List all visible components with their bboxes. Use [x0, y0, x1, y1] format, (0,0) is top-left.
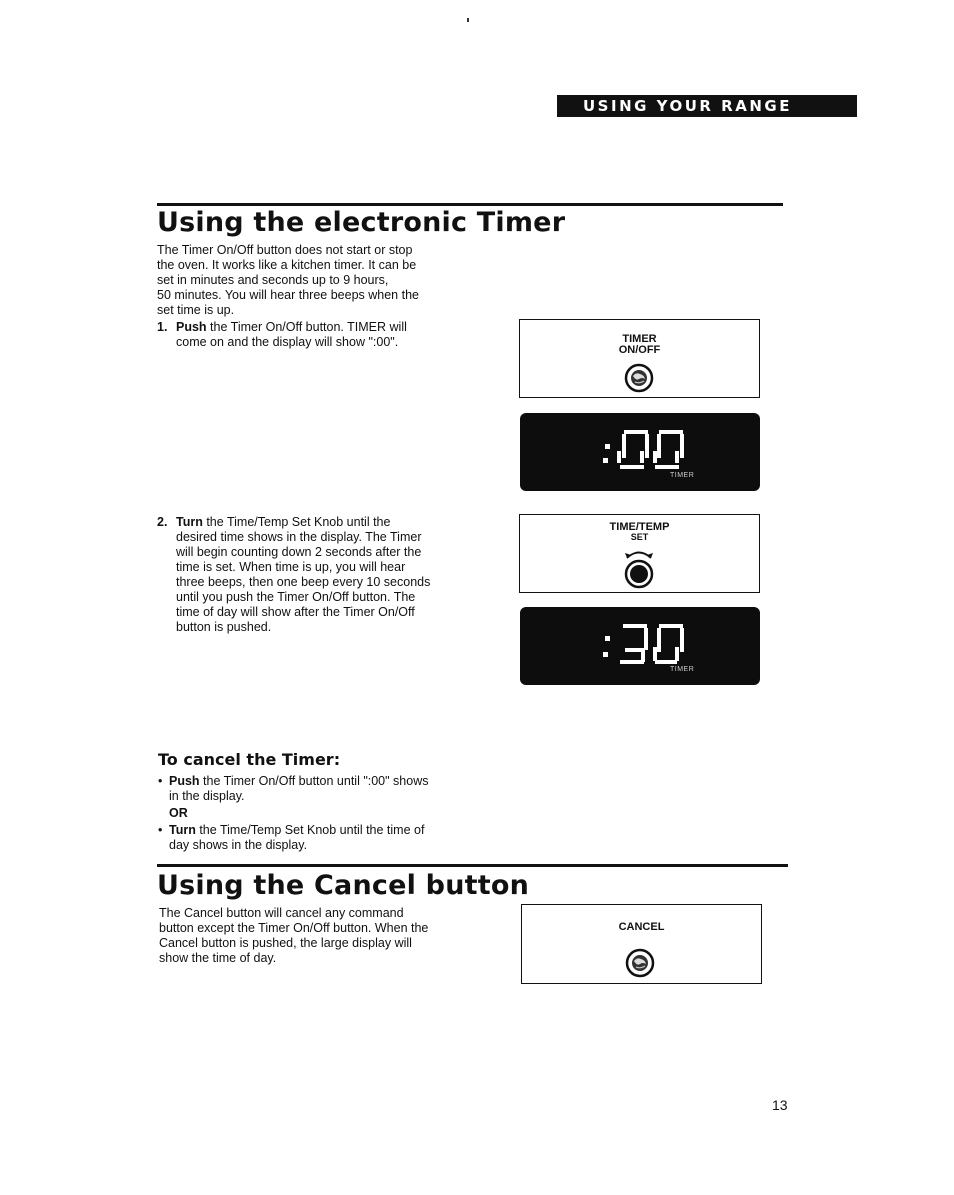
panel-label: SET	[630, 532, 649, 542]
panel-label: TIME/TEMP	[609, 521, 670, 533]
timer-indicator: TIMER	[670, 666, 695, 673]
section-title: Using the Cancel button	[157, 870, 530, 901]
or-label: OR	[169, 806, 188, 820]
bullet-text: the Time/Temp Set Knob until the time of	[199, 823, 425, 837]
step-2	[157, 515, 430, 635]
cancel-timer-list	[158, 774, 428, 853]
step-verb: Turn	[176, 515, 203, 529]
step-line: three beeps, then one beep every 10 seconds	[176, 575, 431, 589]
timer-intro	[157, 243, 419, 318]
step-line: will begin counting down 2 seconds after the	[176, 545, 422, 559]
display-timer-00	[520, 413, 760, 491]
timer-onoff-panel	[519, 319, 760, 398]
cancel-button[interactable]	[625, 948, 655, 978]
step-line: button is pushed.	[176, 620, 272, 634]
step-line: until you push the Timer On/Off button. The	[176, 590, 416, 604]
step-verb: Push	[176, 320, 207, 334]
intro-line: the oven. It works like a kitchen timer. It can be	[157, 258, 417, 272]
panel-label: CANCEL	[618, 921, 665, 933]
page-number: 13	[772, 1097, 788, 1113]
intro-line: set time is up.	[157, 303, 235, 317]
panel-label: TIMER	[622, 333, 657, 345]
bullet-text: the Timer On/Off button until ":00" shows	[203, 774, 429, 788]
timetemp-set-panel	[519, 514, 760, 593]
timetemp-knob[interactable]	[621, 545, 657, 591]
step-line: the Time/Temp Set Knob until the	[206, 515, 391, 529]
touch-button-icon	[627, 950, 653, 976]
body-line: button except the Timer On/Off button. When the	[159, 921, 429, 935]
cancel-body	[159, 906, 428, 966]
cancel-timer-heading: To cancel the Timer:	[158, 750, 341, 769]
display-digits	[520, 607, 760, 685]
bullet-verb: Push	[169, 774, 200, 788]
cancel-panel	[521, 904, 762, 984]
step-line: time is set. When time is up, you will hear	[176, 560, 406, 574]
step-number: 2.	[157, 515, 168, 529]
body-line: show the time of day.	[159, 951, 277, 965]
body-line: Cancel button is pushed, the large display will	[159, 936, 412, 950]
page-title: Using the electronic Timer	[157, 207, 566, 238]
body-line: The Cancel button will cancel any command	[159, 906, 404, 920]
step-line: the Timer On/Off button. TIMER will	[210, 320, 407, 334]
display-digits	[520, 413, 760, 491]
list-item	[158, 823, 428, 853]
intro-line: 50 minutes. You will hear three beeps when the	[157, 288, 419, 302]
intro-line: The Timer On/Off button does not start or stop	[157, 243, 413, 257]
step-line: come on and the display will show ":00".	[176, 335, 399, 349]
knob-icon	[625, 553, 653, 588]
step-line: time of day will show after the Timer On/Off	[176, 605, 415, 619]
intro-line: set in minutes and seconds up to 9 hours,	[157, 273, 389, 287]
list-item	[158, 774, 428, 804]
bullet-verb: Turn	[169, 823, 196, 837]
timer-onoff-button[interactable]	[624, 363, 654, 393]
timer-indicator: TIMER	[670, 472, 695, 479]
step-line: desired time shows in the display. The Timer	[176, 530, 422, 544]
bullet-text: day shows in the display.	[169, 838, 308, 852]
panel-label: ON/OFF	[618, 344, 661, 356]
section-rule	[157, 203, 783, 206]
stray-mark	[467, 18, 469, 22]
display-timer-30	[520, 607, 760, 685]
step-number: 1.	[157, 320, 168, 334]
step-1	[157, 320, 407, 350]
section-header: USING YOUR RANGE	[557, 95, 857, 117]
bullet-text: in the display.	[169, 789, 245, 803]
touch-button-icon	[626, 365, 652, 391]
section-rule	[157, 864, 788, 867]
